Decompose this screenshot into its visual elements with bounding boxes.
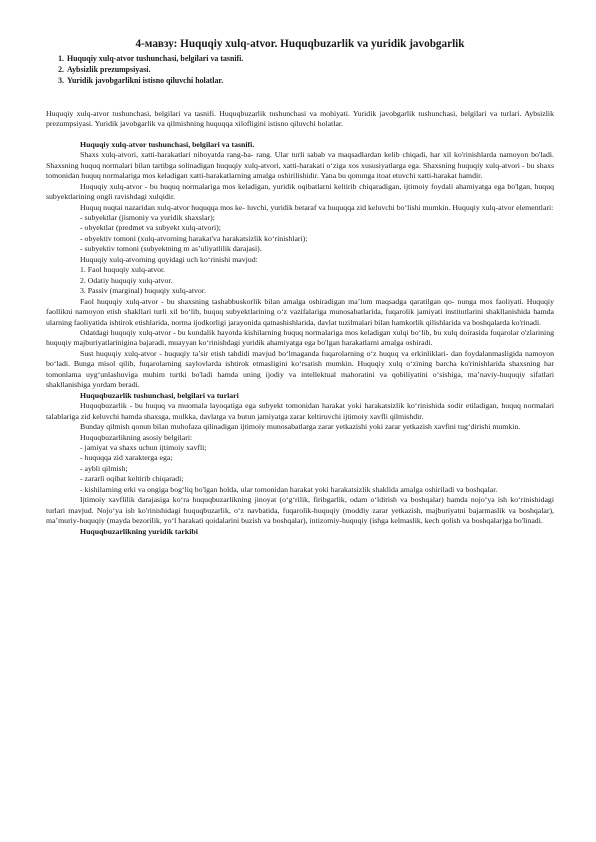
list-item: - obyektiv tomoni (xulq-atvorning harakat'va harakatsizlik ko‘rinishlari); — [80, 233, 308, 243]
list-item: - subyektiv tomoni (subyektning m as’uliyatlilik darajasi). — [80, 244, 262, 254]
paragraph: Ijtimoiy xavflilik darajasiga ko‘ra huquqbuzarlikning jinoyat (o‘g‘rilik, firibgarlik, odam o‘ldirish va boshqalar) hamda nojo‘ya ish ko‘rinishidagi turlari mavjud. Nojo‘ya ish ko'rinishidagi huquqbuzarlik, o‘z navbatida, fuqarolik-huquqiy (moddiy zarar yetkazish, majburiyatni bajarmaslik va boshqalar), ma’muriy-huquqiy (mayda bezorilik, yo‘l harakati qoidalarini buzish va boshqalar), intizomiy-huquqiy (ishga kelmaslik, kech qolish va boshqalar)ga bo'linadi. — [46, 495, 554, 526]
paragraph: Huquqbuzarlik - bu huquq va muomala layoqatiga ega subyekt tomonidan harakat yoki harakatsizlik ko‘rinishida sodir etiladigan, huquq normalari talablariga zid keluvchi hamda shaxsga, mulkka, davlatga va butun jamiyatga zarar keltiruvchi ijtimoiy xavfli qilmishdir. — [46, 401, 554, 421]
paragraph: Huquq nuqtai nazaridan xulq-atvor huquqqa mos ke- luvchi, yuridik betaraf va huquqqa zid keluvchi bo‘lishi mumkin. Huquqiy xulq-atvor elementlari: — [80, 202, 554, 212]
list-item: 3. Passiv (marginal) huquqiy xulq-atvor. — [80, 286, 206, 296]
section-heading: Huquqiy xulq-atvor tushunchasi, belgilari va tasnifi. — [80, 139, 255, 149]
list-item: - zararli oqibat keltirib chiqaradi; — [80, 474, 184, 484]
list-item: Huquqiy xulq-atvorning quyidagi uch ko‘rinishi mavjud: — [80, 254, 258, 264]
paragraph: Huquqiy xulq-atvor - bu huquq normalariga mos keladigan, yuridik oqibatlarni keltirib chiqaradigan, ijtimoiy foydali ahamiyatga ega bo'lgan, huquq subyektlarining ongli ravishdagi xulqidir. — [46, 181, 554, 202]
paragraph: Odatdagi huquqiy xulq-atvor - bu kundalik hayotda kishilarning huquq normalariga mos keladigan xulqi bo‘lib, bu xulq doirasida fuqarolar o'zlarining huquqiy majburiyatlarinigina bajaradi, muayyan ko‘rinishdagi yuridik ahamiyatga ega bo'lgan harakatlarni amalga oshiradi. — [46, 327, 554, 348]
paragraph: Shaxs xulq-atvori, xatti-harakatlari nihoyatda rang-ba- rang. Ular turli sabab va maqsadlardan kelib chiqadi, har xil ko'rinishlarda namoyon bo'ladi. Shaxsning huquq normalari bilan tartibga solinadigan huquqiy xulq-atvori, xatti-harakati o‘ziga xos xususiyatlarga ega. Shaxsning huquqiy xulq-atvori - bu shaxs tomonidan huquq normalariga mos keladigan xatti-harakatlarning amalga oshirilishidir. Yana bu qonunga itoat etuvchi xatti-harakat hamdir. — [46, 150, 554, 181]
paragraph: Faol huquqiy xulq-atvor - bu shaxsning tashabbuskorlik bilan amalga oshiradigan ma’lum maqsadga qaratilgan qo- nunga mos faoliyati. Huquqiy faollikni namoyon etish shakllari turli xil bo‘lib, huquq subyektlarining o‘z vazifalariga munosabatlarida, fuqarolik jamiyati institutlarini shakllanishida hamda ularning faoliyatida ishtirok etishlarida, norma ijodkorligi jarayonida qatnashishlarida, davlat tuzilmalari bilan hamkorlik qilishlarida va boshqalarda ko'rinadi. — [46, 296, 554, 327]
list-item: - huquqqa zid xarakterga ega; — [80, 453, 173, 463]
list-item: 2. Odatiy huquqiy xulq-atvor. — [80, 275, 173, 285]
plan-list — [46, 53, 554, 86]
list-item: - aybli qilmish; — [80, 463, 128, 473]
list-item: - obyektlar (predmet va subyekt xulq-atvori); — [80, 223, 221, 233]
document-page — [46, 38, 554, 537]
document-body — [46, 140, 554, 537]
intro-paragraph: Huquqiy xulq-atvor tushunchasi, belgilari va tasnifi. Huquqbuzarlik tushunchasi va mohiyati. Yuridik javobgarlik tushunchasi, belgilari va turlari. Aybsizlik prezumpsiyasi. Yuridik javobgarlik va qilmishning huquqqa xilofligini istisno qiluvchi holatlar. — [46, 109, 554, 129]
plan-item: 1. Huquqiy xulq-atvor tushunchasi, belgilari va tasnifi. — [66, 53, 554, 64]
section-heading: Huquqbuzarlik tushunchasi, belgilari va turlari — [80, 390, 239, 400]
list-item: 1. Faol huquqiy xulq-atvor. — [80, 265, 166, 275]
list-item: Huquqbuzarlikning asosiy belgilari: — [80, 432, 193, 442]
section-heading: Huquqbuzarlikning yuridik tarkibi — [80, 526, 198, 536]
plan-item: 3. Yuridik javobgarlikni istisno qiluvchi holatlar. — [66, 75, 554, 86]
list-item: - subyektlar (jismoniy va yuridik shaxslar); — [80, 212, 215, 222]
paragraph: - kishilarning erki va ongiga bog‘liq bo'lgan holda, ular tomonidan harakat yoki harakatsizlik shaklida amalga oshiriladi va boshqalar. — [80, 484, 498, 494]
paragraph: Sust huquqiy xulq-atvor - huquqiy ta’sir etish tahdidi mavjud bo‘lmaganda fuqarolarning o‘z huquq va erkinliklari- dan foydalanmasligida namoyon bo‘ladi. Bunga misol qilib, fuqarolarning saylovlarda ishtirok etmasligini ko‘rsatish mumkin. Huquqiy xulq o‘zining barcha ko'rinishlarida shaxsning har tomonlama uyg‘unlashuviga muhim turtki bo'ladi hamda uning ijodiy va intellektual mahoratini va qobiliyatini o‘sishiga, ma’naviy-huquqiy sifatlari shakllanishiga yordam beradi. — [46, 348, 554, 390]
list-item: - jamiyat va shaxs uchun ijtimoiy xavfli; — [80, 442, 207, 452]
plan-item: 2. Aybsizlik prezumpsiyasi. — [66, 64, 554, 75]
document-title: 4-мавзу: Huquqiy xulq-atvor. Huquqbuzarlik va yuridik javobgarlik — [135, 38, 465, 50]
paragraph: Bunday qilmish qonun bilan muhofaza qilinadigan ijtimoiy munosabatlarga zarar yetkazishi yoki zarar yetkazish xavfini tug‘dirishi mumkin. — [80, 422, 521, 432]
